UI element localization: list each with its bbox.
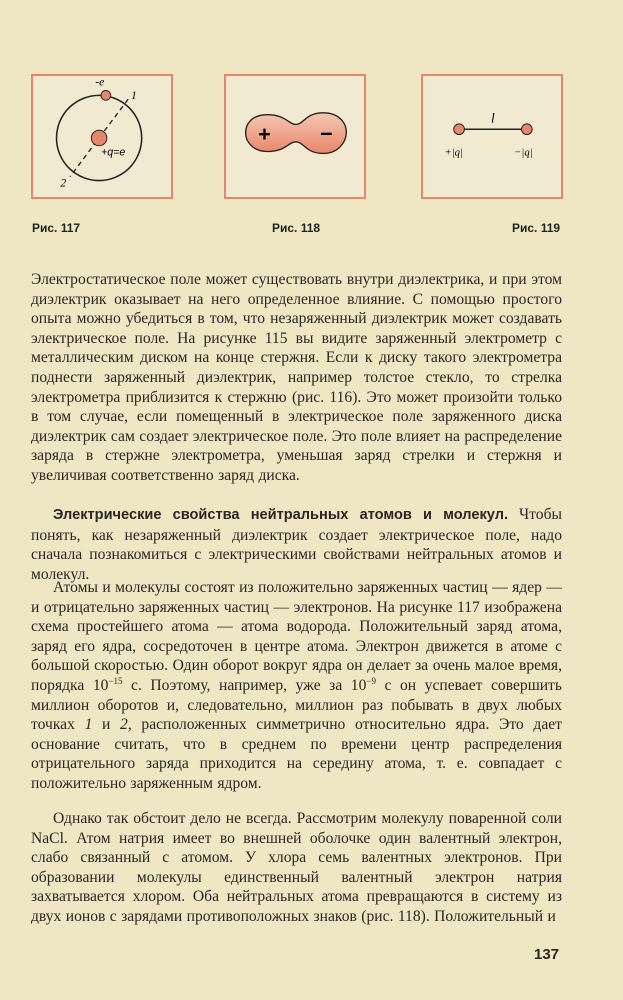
figure-118 (224, 74, 366, 199)
positive-charge-label: +|q| (444, 147, 463, 159)
minus-sign: − (320, 121, 333, 146)
positive-charge-dot (454, 124, 465, 135)
exponent: −15 (108, 675, 123, 686)
point-ref: 2 (120, 716, 128, 734)
exponent: −9 (366, 675, 376, 686)
point-2-label: 2 (60, 176, 67, 190)
paragraph-text: Электростатическое поле может существовать внутри диэлектрика, и при этом диэлектрик оказывает на него определенное влияние. С помощью простого опыта можно убедиться в том, что незаряженный диэлектрик может создавать электрическое поле. На рисунке 115 вы видите заряженный электрометр с металлическим диском на конце стержня. Если к диску такого электрометра поднести заряженный диэлектрик, например толстое стекло, то стрелка электрометра приблизится к стержню (рис. 116). Это может произойти только в том случае, если помещенный в электрическое поле заряженного диска диэлектрик сам создает электрическое поле. Это поле влияет на распределение заряда в стержне электрометра, уменьшая заряд стрелки и стержня и увеличивая соответственно заряд диска. (31, 271, 562, 484)
section-heading: Электрические свойства нейтральных атомов и молекул. (53, 507, 509, 523)
point-ref: 1 (84, 716, 93, 734)
paragraph-atom-structure (31, 578, 562, 794)
text-run: с он успевает совершить миллион оборотов и, следовательно, миллион раз побывать в двух любых точках (31, 676, 562, 734)
plus-sign: + (258, 121, 271, 146)
paragraph-text: Чтобы понять, как незаряженный диэлектрик создает электрическое поле, надо сначала познакомиться с электрическими свойствами нейтральных атомов и молекул. (31, 506, 562, 583)
text-run: Атомы и молекулы состоят из положительно заряженных частиц — ядер — и отрицательно заряженных частиц — электронов. На рисунке 117 изображена схема простейшего атома — атома водорода. Положительный заряд атома, заряд его ядра, сосредоточен в центре атома. Электрон движется в атоме с большой скоростью. Один оборот вокруг ядра он делает за очень малое время, порядка 10 (31, 579, 562, 694)
negative-charge-label: −|q| (514, 147, 533, 159)
figure-117 (31, 74, 173, 199)
text-run: и (92, 716, 121, 734)
text-run: с. Поэтому, например, уже за 10 (122, 676, 367, 694)
figure-118-caption: Рис. 118 (272, 221, 321, 235)
paragraph-nacl (31, 809, 562, 927)
figure-119-caption: Рис. 119 (512, 221, 561, 235)
point-1-label: 1 (131, 89, 137, 103)
nucleus-label: +q=e (101, 146, 126, 159)
figure-117-caption: Рис. 117 (32, 221, 81, 235)
text-run: , расположенных симметрично относительно ядра. Это дает основание считать, что в среднем по времени центр распределения отрицательного заряда приходится на середину атома, т. е. совпадает с положительно заряженным ядром. (31, 716, 562, 792)
figure-119 (421, 74, 563, 199)
paragraph-dielectric-field (31, 270, 562, 486)
electron-label: -e (95, 76, 105, 89)
length-label: l (491, 110, 495, 126)
hydrogen-atom-diagram (33, 76, 171, 197)
paragraph-text: Однако так обстоит дело не всегда. Рассмотрим молекулу поваренной соли NaCl. Атом натрия имеет во внешней оболочке один валентный электрон, слабо связанный с атомом. У хлора семь валентных электронов. При образовании молекулы единственный валентный электрон натрия захватывается хлором. Оба нейтральных атома превращаются в систему из двух ионов с зарядами противоположных знаков (рис. 118). Положительный и (31, 810, 562, 925)
dipole-diagram (423, 76, 561, 197)
nucleus-dot (91, 130, 106, 145)
page-number: 137 (534, 946, 560, 963)
electron-dot (101, 91, 111, 101)
paragraph-neutral-atoms (31, 505, 562, 584)
negative-charge-dot (522, 124, 533, 135)
ion-pair-diagram (226, 76, 364, 197)
